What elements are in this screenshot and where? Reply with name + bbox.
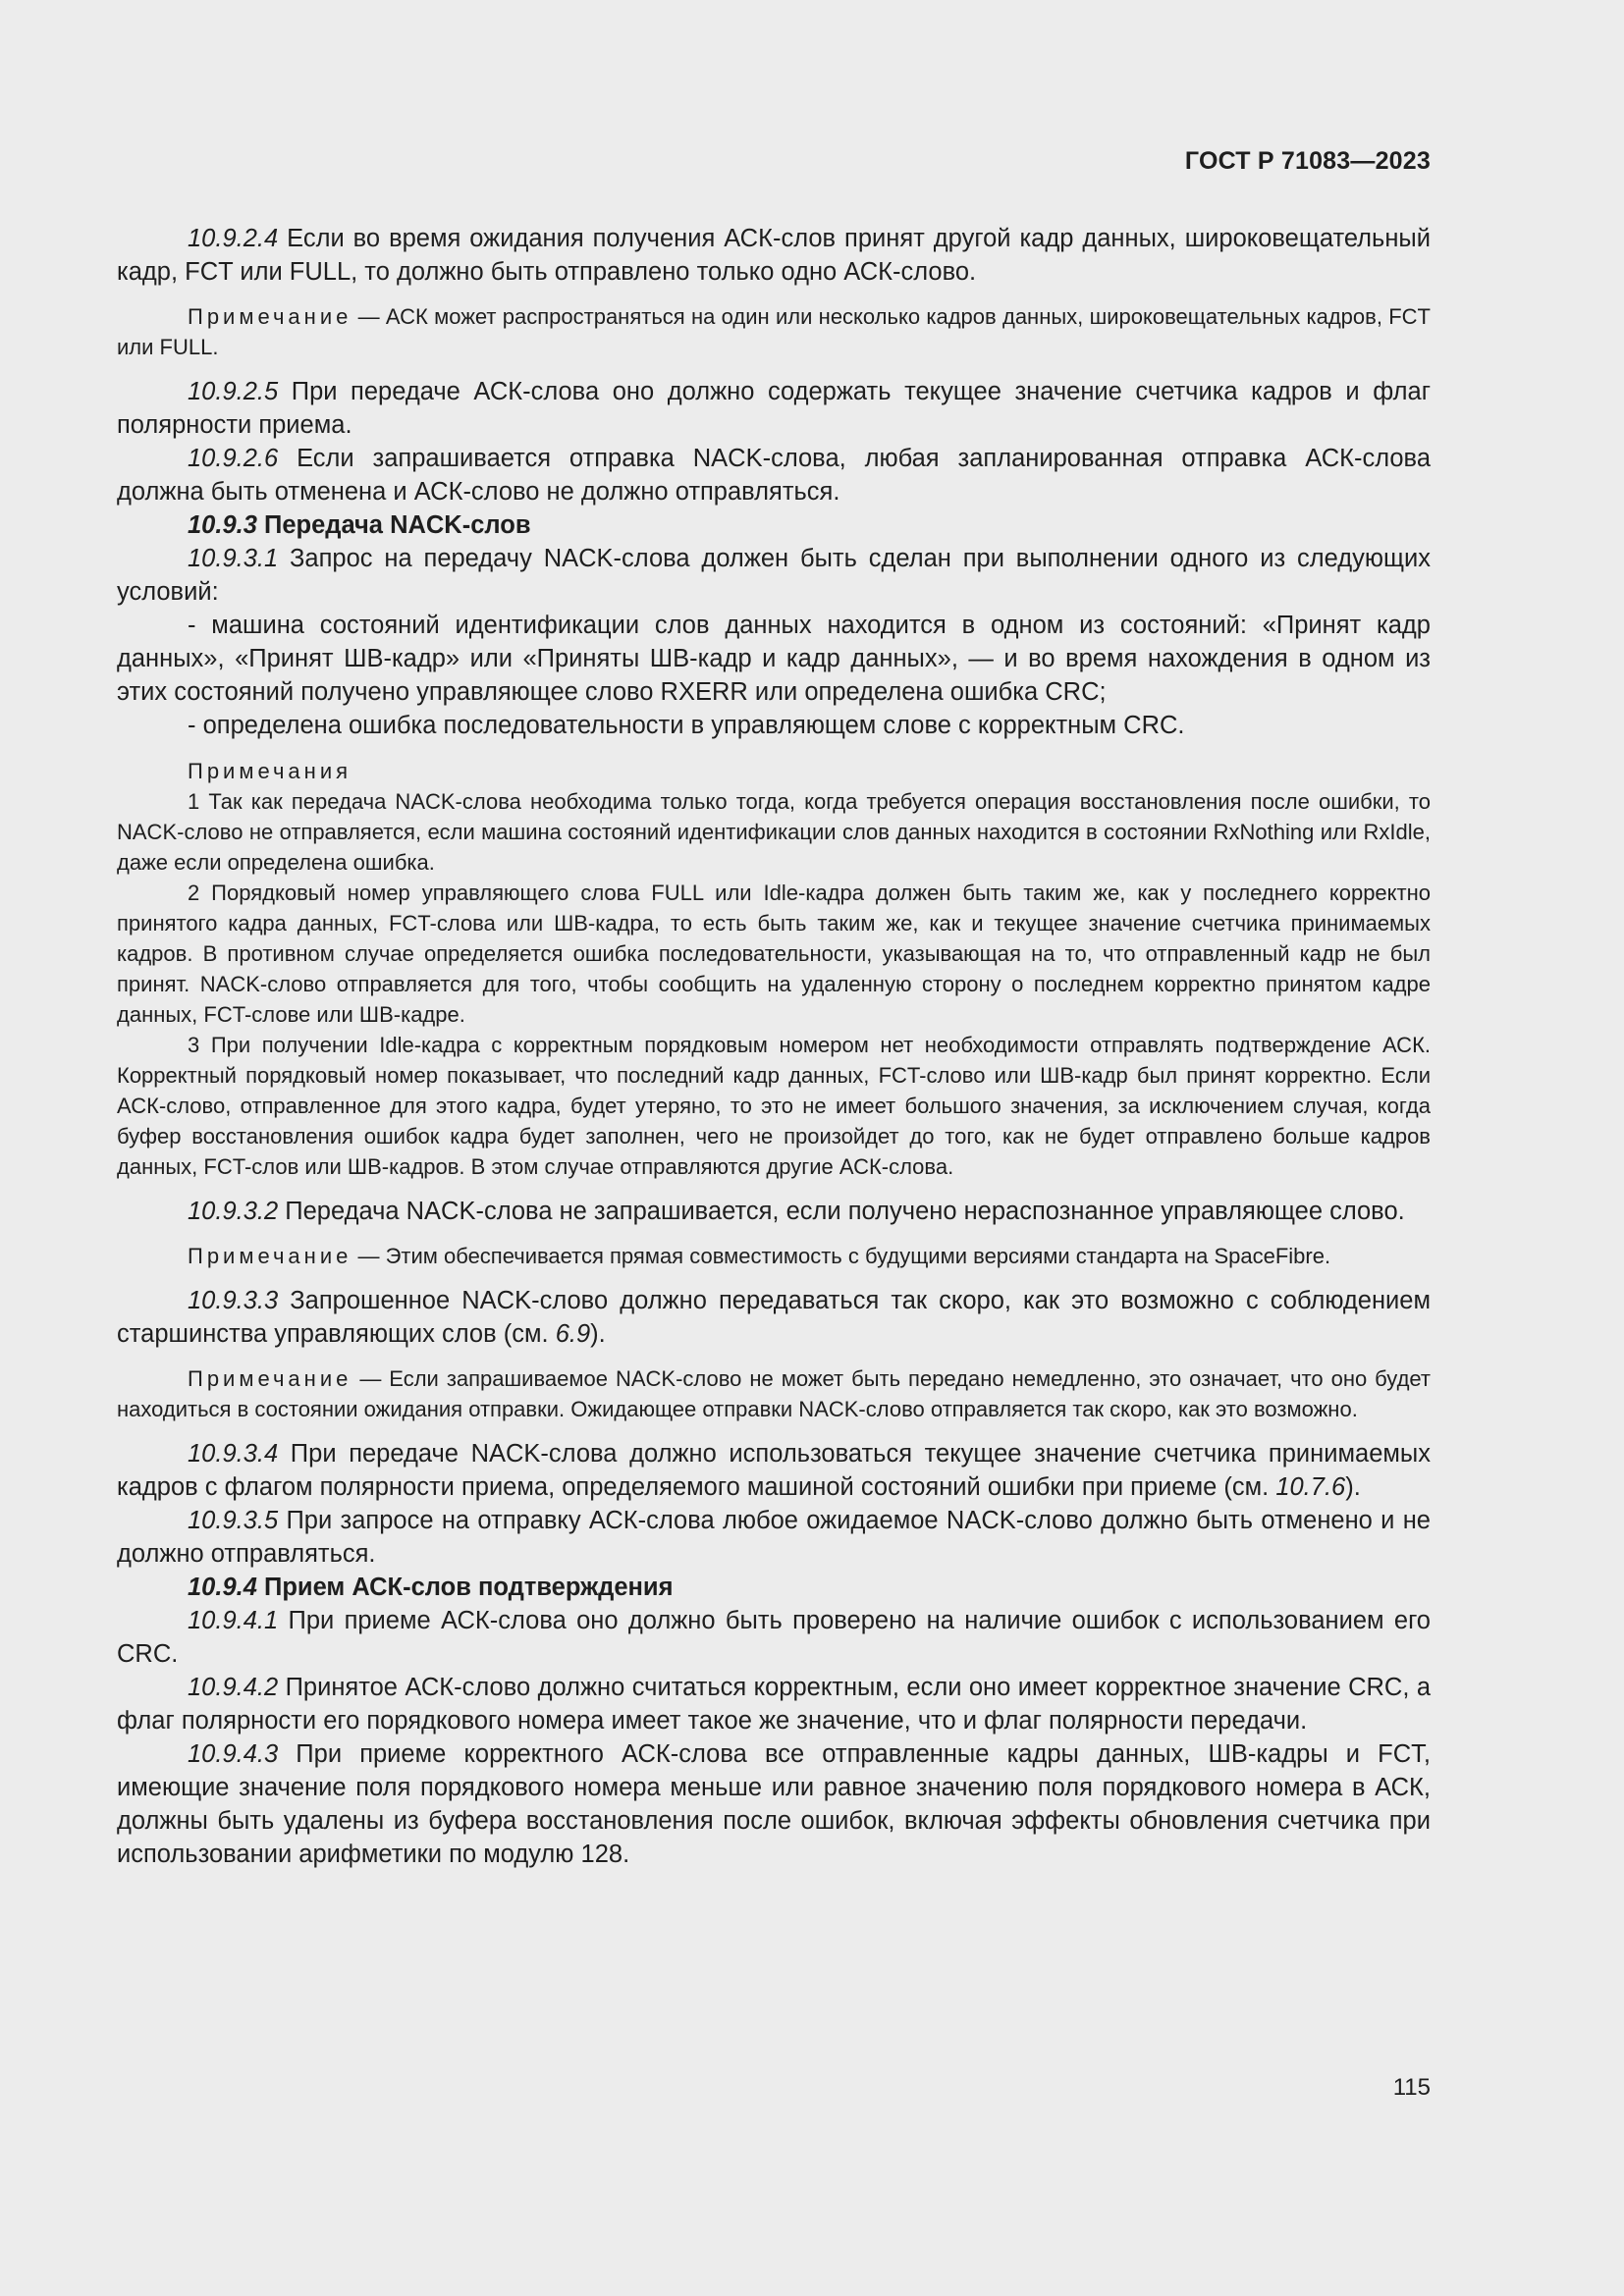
list-item-condition-1: - машина состояний идентификации слов данных находится в одном из состояний: «Принят кадр данных», «Принят ШВ-кадр» или «Приняты ШВ-кадр и кадр данных», — и во время нахождения в одном из этих состояний получено управляющее слово RXERR или определена ошибка CRC; — [117, 612, 1431, 706]
section-title: Прием АСК-слов подтверждения — [256, 1574, 674, 1601]
note-label: Примечание — [188, 304, 352, 329]
cross-reference: 10.7.6 — [1275, 1473, 1346, 1501]
clause-text: Принятое АСК-слово должно считаться корректным, если оно имеет корректное значение CRC, а флаг полярности его порядкового номера имеет такое же значение, что и флаг полярности передачи. — [117, 1674, 1431, 1735]
note-pending-nack — [117, 1363, 1431, 1424]
list-item-condition-2: - определена ошибка последовательности в управляющем слове с корректным CRC. — [188, 712, 1185, 739]
section-number: 10.9.4 — [188, 1574, 257, 1601]
section-heading-10-9-3 — [117, 508, 1431, 542]
clause-number: 10.9.3.3 — [188, 1287, 279, 1314]
note-label: Примечание — [188, 1244, 352, 1268]
page-body — [117, 222, 1431, 1871]
section-number: 10.9.3 — [188, 511, 257, 539]
clause-10-9-4-1 — [117, 1604, 1431, 1671]
clause-text: При запросе на отправку АСК-слова любое ожидаемое NACK-слово должно быть отменено и не должно отправляться. — [117, 1507, 1431, 1568]
clause-10-9-3-3 — [117, 1284, 1431, 1351]
clause-number: 10.9.3.2 — [188, 1198, 279, 1225]
section-title: Передача NACK-слов — [256, 511, 531, 539]
clause-text: При передаче АСК-слова оно должно содержать текущее значение счетчика кадров и флаг полярности приема. — [117, 378, 1431, 439]
clause-text: Запрошенное NACK-слово должно передаваться так скоро, как это возможно с соблюдением старшинства управляющих слов (см. — [117, 1287, 1431, 1348]
note-item-1: 1 Так как передача NACK-слова необходима только тогда, когда требуется операция восстановления после ошибки, то NACK-слово не отправляется, если машина состояний идентификации слов данных находится в состоянии RxNothing или RxIdle, даже если определена ошибка. — [117, 789, 1431, 875]
clause-number: 10.9.2.4 — [188, 225, 279, 252]
clause-10-9-3-5 — [117, 1504, 1431, 1571]
note-item-3: 3 При получении Idle-кадра с корректным порядковым номером нет необходимости отправлять подтверждение АСК. Корректный порядковый номер показывает, что последний кадр данных, FCT-слово или ШВ-кадр был принят корректно. Если АСК-слово, отправленное для этого кадра, будет утеряно, то это не имеет большого значения, за исключением случая, когда буфер восстановления ошибок кадра будет заполнен, чего не произойдет до того, как не будет отправлено больше кадров данных, FCT-слов или ШВ-кадров. В этом случае отправляются другие АСК-слова. — [117, 1033, 1431, 1179]
note-text: — Этим обеспечивается прямая совместимость с будущими версиями стандарта на SpaceFibre. — [352, 1244, 1331, 1268]
note-item-2: 2 Порядковый номер управляющего слова FULL или Idle-кадра должен быть таким же, как у последнего корректно принятого кадра данных, FCT-слова или ШВ-кадра, то есть быть таким же, как и текущее значение счетчика принимаемых кадров. В противном случае определяется ошибка последовательности, указывающая на то, что отправленный кадр не был принят. NACK-слово отправляется для того, чтобы сообщить на удаленную сторону о последнем корректно принятом кадре данных, FCT-слове или ШВ-кадре. — [117, 881, 1431, 1027]
note-ack — [117, 301, 1431, 362]
clause-10-9-3-4 — [117, 1437, 1431, 1504]
clause-10-9-2-6 — [117, 442, 1431, 508]
clause-number: 10.9.4.2 — [188, 1674, 279, 1701]
clause-number: 10.9.4.1 — [188, 1607, 279, 1634]
clause-text: Передача NACK-слова не запрашивается, если получено нераспознанное управляющее слово. — [278, 1198, 1405, 1225]
clause-number: 10.9.3.4 — [188, 1440, 279, 1468]
cross-reference: 6.9 — [555, 1320, 591, 1348]
clause-10-9-3-2 — [117, 1195, 1431, 1228]
document-header: ГОСТ Р 71083—2023 — [1184, 147, 1431, 175]
notes-label — [117, 756, 1431, 786]
clause-text-end: ). — [590, 1320, 606, 1348]
clause-10-9-2-5 — [117, 375, 1431, 442]
note-text: — Если запрашиваемое NACK-слово не может быть передано немедленно, это означает, что оно будет находиться в состоянии ожидания отправки. Ожидающее отправки NACK-слово отправляется так скоро, как это возможно. — [117, 1366, 1431, 1421]
clause-10-9-3-1 — [117, 542, 1431, 609]
clause-text-end: ). — [1345, 1473, 1361, 1501]
clause-10-9-4-3 — [117, 1737, 1431, 1871]
notes-block — [117, 756, 1431, 1182]
notes-label-text: Примечания — [188, 759, 352, 783]
clause-text: При приеме АСК-слова оно должно быть проверено на наличие ошибок с использованием его CRC. — [117, 1607, 1431, 1668]
page-number: 115 — [1392, 2074, 1431, 2101]
clause-text: При приеме корректного АСК-слова все отправленные кадры данных, ШВ-кадры и FCT, имеющие значение поля порядкового номера меньше или равное значению поля порядкового номера в АСК, должны быть удалены из буфера восстановления после ошибок, включая эффекты обновления счетчика при использовании арифметики по модулю 128. — [117, 1740, 1431, 1868]
clause-number: 10.9.2.5 — [188, 378, 279, 405]
note-compatibility — [117, 1241, 1431, 1271]
clause-text: Если во время ожидания получения АСК-слов принят другой кадр данных, широковещательный кадр, FCT или FULL, то должно быть отправлено только одно АСК-слово. — [117, 225, 1431, 286]
clause-number: 10.9.3.5 — [188, 1507, 279, 1534]
clause-text: Если запрашивается отправка NACK-слова, любая запланированная отправка АСК-слова должна быть отменена и АСК-слово не должно отправляться. — [117, 445, 1431, 506]
clause-10-9-2-4 — [117, 222, 1431, 289]
clause-number: 10.9.2.6 — [188, 445, 279, 472]
note-text: — АСК может распространяться на один или несколько кадров данных, широковещательных кадров, FCT или FULL. — [117, 304, 1431, 359]
clause-text: Запрос на передачу NACK-слова должен быть сделан при выполнении одного из следующих условий: — [117, 545, 1431, 606]
clause-10-9-4-2 — [117, 1671, 1431, 1737]
clause-number: 10.9.3.1 — [188, 545, 279, 572]
clause-number: 10.9.4.3 — [188, 1740, 279, 1768]
note-label: Примечание — [188, 1366, 352, 1391]
section-heading-10-9-4 — [117, 1571, 1431, 1604]
clause-text: При передаче NACK-слова должно использоваться текущее значение счетчика принимаемых кадров с флагом полярности приема, определяемого машиной состояний ошибки при приеме (см. — [117, 1440, 1431, 1501]
